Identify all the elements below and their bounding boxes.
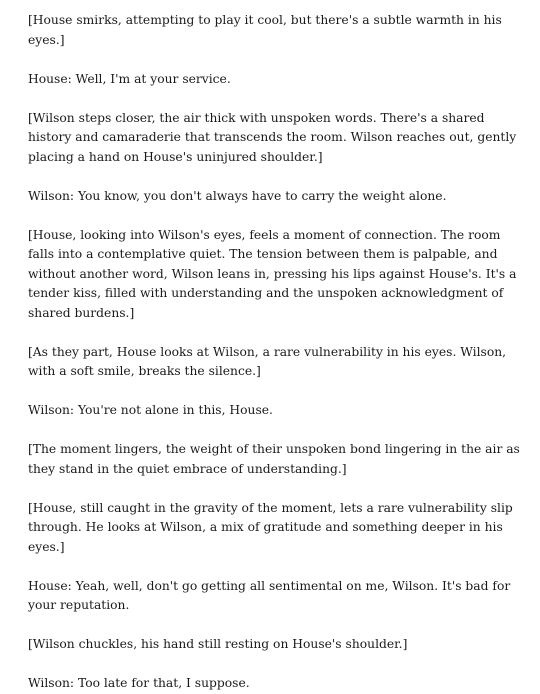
document-body: [28, 11, 528, 694]
stage-direction: [House, still caught in the gravity of the moment, lets a rare vulnerability slip through. He looks at Wilson, a mix of gratitude and something deeper in his eyes.]: [28, 500, 513, 554]
dialogue-line: House: Yeah, well, don't go getting all sentimental on me, Wilson. It's bad for your reputation.: [28, 578, 511, 612]
stage-direction: [Wilson chuckles, his hand still resting on House's shoulder.]: [28, 637, 408, 651]
stage-direction: [Wilson steps closer, the air thick with unspoken words. There's a shared history and camaraderie that transcends the room. Wilson reaches out, gently placing a hand on House's uninjured shoulder.]: [28, 110, 517, 164]
dialogue-line: Wilson: You know, you don't always have to carry the weight alone.: [28, 188, 447, 203]
stage-direction: [House, looking into Wilson's eyes, feels a moment of connection. The room falls into a contemplative quiet. The tension between them is palpable, and without another word, Wilson leans in, pressing his lips against House's. It's a tender kiss, filled with understanding and the unspoken acknowledgment of shared burdens.]: [28, 227, 517, 320]
stage-direction: [House smirks, attempting to play it cool, but there's a subtle warmth in his eyes.]: [28, 13, 502, 47]
stage-direction: [As they part, House looks at Wilson, a rare vulnerability in his eyes. Wilson, with a soft smile, breaks the silence.]: [28, 344, 507, 378]
dialogue-line: Wilson: Too late for that, I suppose.: [28, 676, 250, 690]
stage-direction: [The moment lingers, the weight of their unspoken bond lingering in the air as they stand in the quiet embrace of understanding.]: [28, 442, 520, 476]
dialogue-line: House: Well, I'm at your service.: [28, 71, 231, 86]
dialogue-line: Wilson: You're not alone in this, House.: [28, 403, 273, 417]
